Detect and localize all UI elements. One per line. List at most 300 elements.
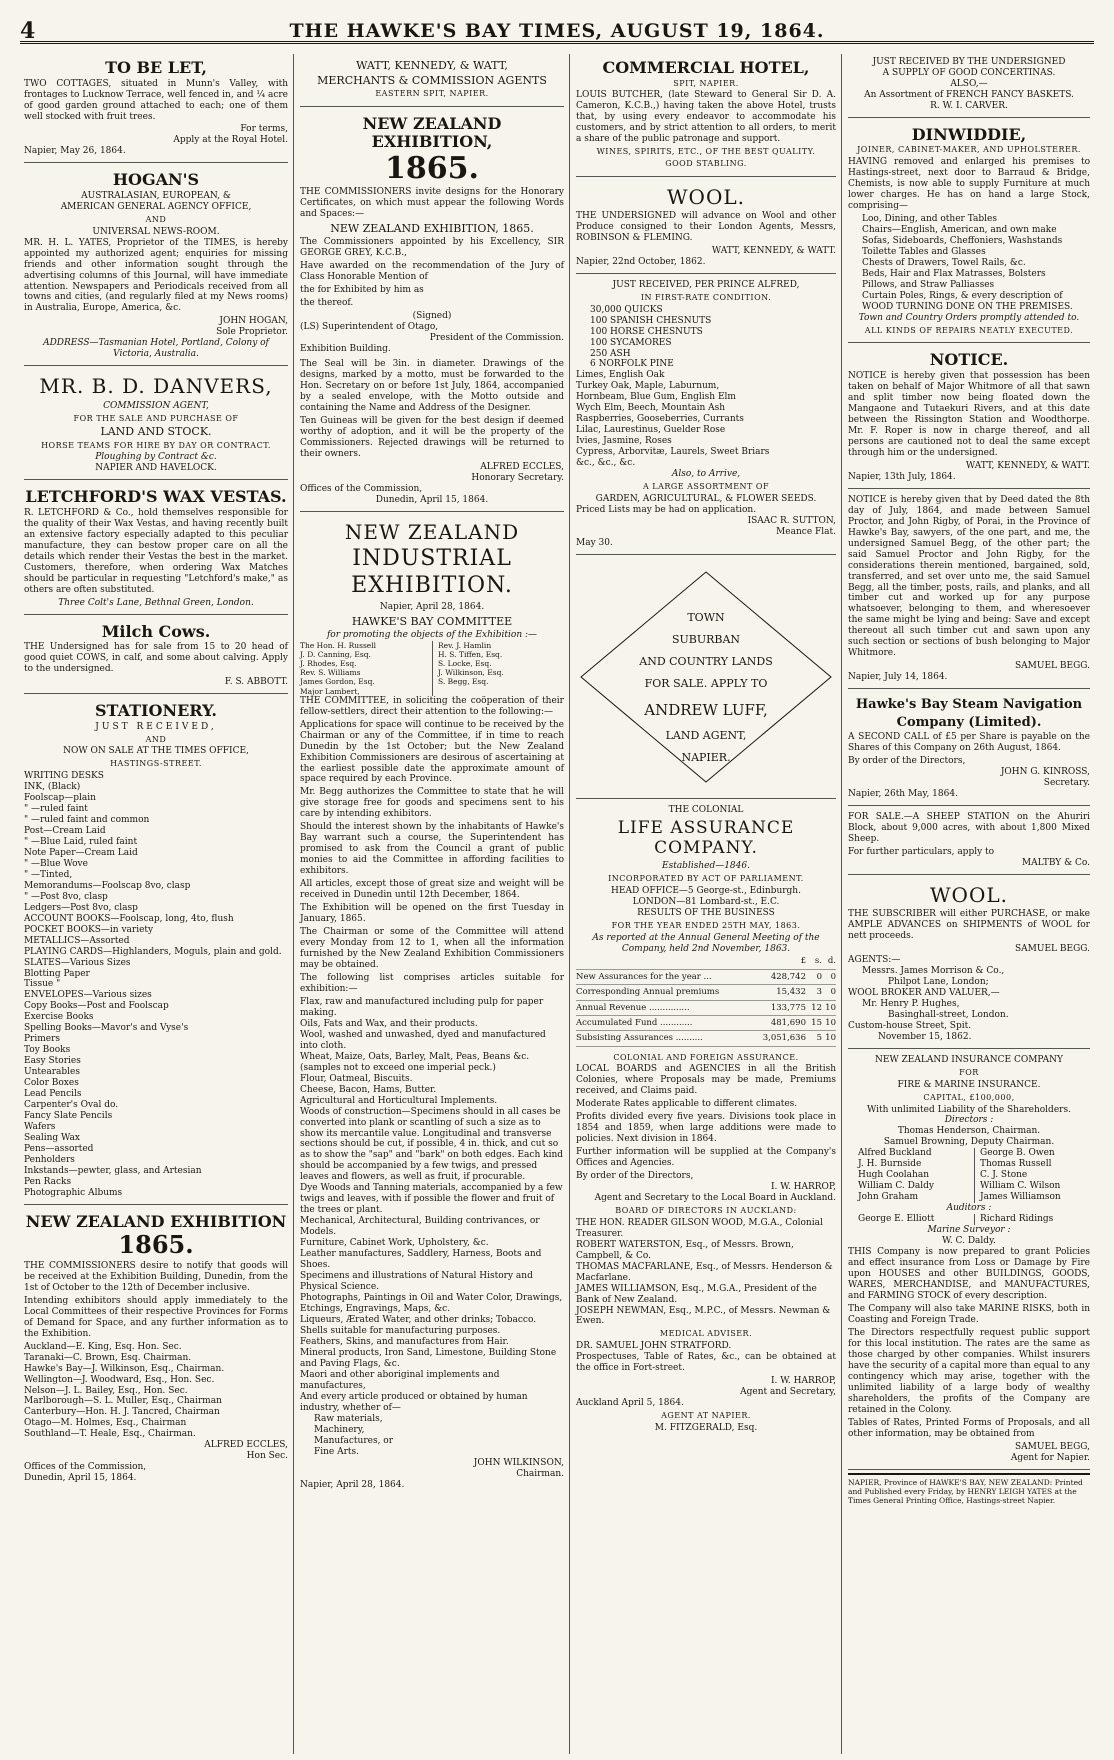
diamond-frame — [576, 567, 836, 787]
ad-text: GARDEN, AGRICULTURAL, & FLOWER SEEDS. — [595, 493, 817, 504]
list-item: Sealing Wax — [24, 1133, 80, 1144]
ad-signature: F. S. ABBOTT. — [224, 677, 288, 688]
ad-text: Town and Country Orders promptly attended to. — [858, 312, 1080, 323]
ad-signature: JOHN WILKINSON, — [473, 1457, 564, 1468]
ad-body: Applications for space will continue to be received by the Chairman or any of the Committee, if in time to reach Dunedin by the 1st October; but the New Zealand Exhibition Commissioners are desirous of ascertaining at the earliest possible date the approximate amount of space required by each Province. — [300, 719, 564, 785]
ad-body: NOTICE is hereby given that by Deed dated the 8th day of July, 1864, and made between Samuel Proctor, and John Rigby, of Porai, in the Province of Hawke's Bay, sawyers, of the one part, and me, the undersigned Samuel Begg, of the other part; the said Samuel Proctor and John Rigby, for the considerations therein mentioned, bargained, sold, transferred, and set over unto me, the said Samuel Begg, all the timber, posts, rails, and planks, and all timber cut and worked up for any purpose whatsoever, belonging to them, and wheresoever the same might be lying and being: Save and except thereout all such timber cut and sawn upon any such section or sections of bush belonging to Major Whitmore. — [848, 494, 1090, 659]
column-rule — [293, 54, 294, 1754]
ad-signature: JOHN G. KINROSS, — [1000, 767, 1090, 778]
table-cell: 0 — [806, 969, 822, 984]
ad-body: The Company will also take MARINE RISKS, both in Coasting and Foreign Trade. — [848, 1303, 1090, 1325]
ad-text: Custom-house Street, Spit. — [848, 1021, 972, 1032]
ad-heading: WOOL. — [930, 883, 1008, 908]
table-cell: 12 — [806, 1000, 822, 1015]
ad-heading: LETCHFORD'S WAX VESTAS. — [25, 487, 287, 507]
list-item: " —Tinted, — [24, 869, 73, 880]
list-item: Ivies, Jasmine, Roses — [576, 436, 672, 447]
director-name: John Graham — [858, 1192, 919, 1203]
list-item: Pillows, and Straw Palliasses — [862, 279, 995, 290]
ad-hogans — [24, 166, 288, 366]
furniture-list — [848, 214, 1090, 313]
ad-subheading: RESULTS OF THE BUSINESS — [637, 907, 775, 918]
ad-subheading: UNIVERSAL NEWS-ROOM. — [92, 226, 220, 237]
list-item: Ledgers—Post 8vo, clasp — [24, 902, 138, 913]
stationery-list — [24, 771, 288, 1199]
certificate-text: Exhibition Building. — [300, 344, 391, 355]
certificate-text: the for Exhibited by him as — [300, 285, 424, 296]
ad-subheading: MERCHANTS & COMMISSION AGENTS — [317, 74, 547, 88]
ad-heading: NEW ZEALAND EXHIBITION — [25, 1211, 287, 1231]
list-item: Hawke's Bay—J. Wilkinson, Esq., Chairman. — [24, 1363, 225, 1374]
ad-date: Dunedin, April 15, 1864. — [375, 494, 489, 505]
list-item: Dye Woods and Tanning materials, accompanied by a few twigs and leaves, with if possible the flower and fruit of the trees or plant. — [300, 1183, 563, 1216]
ad-body: NOTICE is hereby given that possession has been taken on behalf of Major Whitmore of all that sawn and split timber now being floated down the Mangaone and Tutaekuri Rivers, and at this date between the Rissington Station and Woodthorpe. Mr. F. Roper is now in charge thereof, and all persons are cautioned not to deal the same except through him or the undersigned. — [848, 371, 1090, 458]
ad-body: The Chairman or some of the Committee will attend every Monday from 12 to 1, when all the information furnished by the New Zealand Exhibition Commissioners may be obtained. — [300, 927, 564, 970]
ad-signature: I. W. HARROP, — [770, 1182, 836, 1193]
ad-subheading: AND — [145, 734, 167, 744]
auditor-name: George E. Elliott — [858, 1214, 935, 1225]
list-item: Nelson—J. L. Bailey, Esq., Hon. Sec. — [24, 1385, 188, 1396]
ad-text: Thomas Henderson, Chairman. — [897, 1126, 1041, 1137]
ad-heading: MR. B. D. DANVERS, — [39, 374, 273, 399]
ad-date: Napier, April 28, 1864. — [300, 1479, 405, 1490]
ad-date: Napier, July 14, 1864. — [848, 672, 948, 683]
directors-list — [576, 1218, 836, 1328]
ad-date: Napier, 22nd October, 1862. — [576, 256, 706, 267]
ad-text: Offices of the Commission, — [300, 483, 423, 494]
director-name: William C. Daldy — [858, 1181, 934, 1192]
ad-subheading: COLONIAL AND FOREIGN ASSURANCE. — [613, 1052, 799, 1062]
list-item: Exercise Books — [24, 1012, 94, 1023]
member-name: J. D. Canning, Esq. — [300, 650, 371, 659]
ad-text: Mr. Henry P. Hughes, — [862, 999, 960, 1010]
ad-heading: WOOL. — [667, 184, 745, 209]
ad-text: Also, to Arrive, — [671, 469, 741, 480]
director-name: Thomas Russell — [980, 1159, 1052, 1170]
ad-subheading: AGENT AT NAPIER. — [661, 1411, 751, 1421]
ad-subheading: Established—1846. — [662, 861, 750, 872]
list-item: Photographs, Paintings in Oil and Water Color, Drawings, Etchings, Engravings, Maps, &c. — [300, 1293, 563, 1315]
ad-subheading: FOR THE SALE AND PURCHASE OF — [73, 413, 239, 423]
certificate-text: the thereof. — [300, 298, 354, 309]
list-item: &c., &c., &c. — [576, 458, 636, 469]
ad-body: Should the interest shown by the inhabitants of Hawke's Bay warrant such a course, the Superintendent has promised to ask from the Council a grant of public monies to aid the Committee in affording facilities to exhibitors. — [300, 822, 564, 877]
ad-body: Mr. Begg authorizes the Committee to state that he will give storage free for goods and specimens sent to his care by intending exhibitors. — [300, 787, 564, 820]
ad-heading: JUST RECEIVED BY THE UNDERSIGNED — [872, 57, 1066, 67]
ad-text: Agent and Secretary to the Local Board in Auckland. — [594, 1193, 836, 1204]
ad-heading: NEW ZEALAND INSURANCE COMPANY — [875, 1055, 1063, 1066]
ad-nz-insurance — [848, 1052, 1090, 1469]
list-item: " —ruled faint — [24, 803, 88, 814]
ad-text: Agent for Napier. — [1010, 1452, 1090, 1463]
list-item: Turkey Oak, Maple, Laburnum, — [576, 381, 720, 392]
column-2 — [296, 54, 568, 1754]
director-name: J. H. Burnside — [858, 1159, 922, 1170]
certificate-title: NEW ZEALAND EXHIBITION, 1865. — [330, 222, 534, 236]
ad-subheading: EASTERN SPIT, NAPIER. — [375, 89, 489, 99]
ad-year: 1865. — [118, 1230, 194, 1260]
list-item: Wheat, Maize, Oats, Barley, Malt, Peas, Beans &c. (samples not to exceed one imperial peck.) — [300, 1051, 530, 1073]
ad-body: THE UNDERSIGNED will advance on Wool and other Produce consigned to their London Agents, Messrs, ROBINSON & FLEMING. — [576, 211, 836, 244]
table-row — [576, 1000, 836, 1015]
ad-subheading: BOARD OF DIRECTORS IN AUCKLAND: — [615, 1206, 797, 1216]
table-cell: 10 — [822, 1015, 836, 1030]
ad-letchford — [24, 483, 288, 614]
ad-subheading: Napier, April 28, 1864. — [379, 601, 485, 612]
ad-text: Honorary Secretary. — [471, 472, 564, 483]
directors-right — [974, 1148, 1090, 1203]
ad-date: Auckland April 5, 1864. — [576, 1398, 684, 1409]
ad-text: Priced Lists may be had on application. — [576, 504, 757, 515]
ad-body: R. LETCHFORD & Co., hold themselves responsible for the quality of their Wax Vestas, and having recently built an extensive factory especially adapted to this peculiar manufacture, they can bestow proper care on all the details which render their Vestas the best in the market. Customers, therefore, when ordering Wax Matches should be particular in requesting "Letchford's make," as others are often substituted. — [24, 507, 288, 595]
ad-subheading: JOINER, CABINET-MAKER, AND UPHOLSTERER. — [857, 145, 1081, 155]
ad-text: Chairman. — [516, 1468, 564, 1479]
articles-list — [300, 997, 564, 1414]
ad-year: 1865. — [385, 151, 479, 187]
ad-text: AND COUNTRY LANDS — [639, 654, 773, 668]
ad-text: For terms, — [240, 124, 288, 135]
list-item: Flax, raw and manufactured including pulp for paper making. — [300, 996, 544, 1018]
ad-text: ALL KINDS OF REPAIRS NEATLY EXECUTED. — [864, 325, 1074, 335]
ad-text: With unlimited Liability of the Shareholders. — [867, 1104, 1071, 1115]
list-item: Woods of construction—Specimens should in all cases be converted into plank or scantling of such a size as to show its mercantile value. Longitudinal and transverse sections should be cut, if possible, 4 in. thick, and cut so as to show the "sap" and "bark" on both edges. Each kind should be accompanied by a few twigs, and pressed leaves and flowers, as well as fruit, if procurable. — [300, 1106, 563, 1183]
ad-dinwiddie — [848, 121, 1090, 344]
table-cell: 5 — [806, 1031, 822, 1046]
ad-date: Napier, 26th May, 1864. — [848, 789, 958, 800]
ad-text: A LARGE ASSORTMENT OF — [642, 482, 770, 492]
list-item: Pens—assorted — [24, 1144, 94, 1155]
ad-body: THE COMMISSIONERS desire to notify that goods will be received at the Exhibition Building, Dunedin, from the 1st of October to the 12th of December inclusive. — [24, 1260, 288, 1293]
table-cell: Annual Revenue ............... — [576, 1000, 746, 1015]
ad-text: HEAD OFFICE—5 George-st., Edinburgh. — [611, 885, 801, 896]
member-name: S. Begg, Esq. — [438, 677, 489, 687]
ad-signature: R. W. I. CARVER. — [930, 100, 1008, 111]
ad-text: For further particulars, apply to — [848, 847, 995, 858]
ad-signature: WATT, KENNEDY, & WATT. — [965, 460, 1090, 471]
list-item: Post—Cream Laid — [24, 825, 106, 836]
ad-signature: ALFRED ECCLES, — [480, 461, 564, 472]
ad-body: HAVING removed and enlarged his premises to Hastings-street, next door to Barraud & Bridge, Chemists, is now able to supply Furniture at much lower charges. He has on hand a large Stock, comprising— — [848, 157, 1090, 212]
column-4 — [844, 54, 1094, 1754]
ad-sutton-plants — [576, 277, 836, 555]
list-item: Auckland—E. King, Esq. Hon. Sec. — [24, 1341, 182, 1352]
column-rule — [841, 54, 842, 1754]
ad-signature: ALFRED ECCLES, — [204, 1440, 288, 1451]
ad-body: The Directors respectfully request public support for this local institution. The rates are the same as those charged by other companies. Whilst insurers have the security of a capital more than equal to any contingency which may arise, together with the unlimited liability of a large body of wealthy shareholders, the profits of the Company are retained in the Colony. — [848, 1327, 1090, 1415]
list-item: Oils, Fats and Wax, and their products. — [300, 1018, 478, 1029]
ad-subheading: FOR — [959, 1068, 979, 1078]
ad-text: WOOL BROKER AND VALUER,— — [848, 988, 1000, 999]
members-right — [432, 641, 564, 696]
list-item: 100 SPANISH CHESNUTS — [590, 315, 712, 326]
ad-text: Ploughing by Contract &c. — [95, 452, 217, 463]
ad-heading: Milch Cows. — [101, 621, 211, 641]
list-item: Raw materials, — [314, 1413, 383, 1424]
ad-signature: SAMUEL BEGG, — [1015, 1441, 1090, 1452]
ad-body: TWO COTTAGES, situated in Munn's Valley, with frontages to Lucknow Terrace, well fenced in, and ¼ acre of good garden ground attached to each; one of them well stocked with fruit trees. — [24, 78, 288, 122]
list-item: Furniture, Cabinet Work, Upholstery, &c. — [300, 1238, 489, 1249]
ad-text: HORSE TEAMS FOR HIRE BY DAY OR CONTRACT. — [41, 440, 271, 450]
list-item: Marlborough—S. L. Muller, Esq., Chairman — [24, 1396, 222, 1407]
list-item: Note Paper—Cream Laid — [24, 847, 138, 858]
list-item: Tissue " — [24, 979, 61, 990]
ad-text: NAPIER AND HAVELOCK. — [95, 463, 217, 474]
ad-date: May 30. — [576, 537, 613, 548]
ad-body: A SUPPLY OF GOOD CONCERTINAS. — [882, 67, 1056, 78]
list-item: Toy Books — [24, 1045, 71, 1056]
kinds-list — [300, 1414, 564, 1458]
list-item: Copy Books—Post and Foolscap — [24, 1001, 169, 1012]
ad-text: ALSO,— — [950, 78, 988, 89]
list-item: Liqueurs, Ærated Water, and other drinks; Tobacco. — [300, 1314, 537, 1325]
table-cell: 10 — [822, 1000, 836, 1015]
member-name: Rev. J. Hamlin — [438, 640, 492, 650]
ad-commercial-hotel — [576, 54, 836, 177]
director-name: George B. Owen — [980, 1148, 1055, 1159]
table-cell: 3,051,636 — [746, 1031, 806, 1046]
ad-text: Messrs. James Morrison & Co., — [862, 966, 1005, 977]
ad-signature: SAMUEL BEGG. — [1015, 944, 1090, 955]
member-name: Rev. S. Williams — [300, 668, 361, 678]
list-item: Taranaki—C. Brown, Esq. Chairman. — [24, 1352, 192, 1363]
list-item: 250 ASH — [590, 348, 631, 359]
list-item: Beds, Hair and Flax Matrasses, Bolsters — [862, 268, 1046, 279]
ad-wool-advance — [576, 180, 836, 274]
ad-text: SUBURBAN — [671, 632, 741, 646]
ad-signature: MALTBY & Co. — [1021, 858, 1090, 869]
ad-heading: NOTICE. — [929, 350, 1009, 370]
ad-body: The Seal will be 3in. in diameter. Drawings of the designs, marked by a motto, must be forwarded to the Hon. Secretary on or before 1st July, 1864, accompanied by a sealed envelope, with the Motto outside and containing the Name and Address of the Designer. — [300, 359, 564, 413]
ad-text: Basinghall-street, London. — [888, 1010, 1009, 1021]
ad-notice-begg — [848, 492, 1090, 689]
ad-heading: Hawke's Bay Steam Navigation — [855, 697, 1083, 713]
table-cell: Corresponding Annual premiums — [576, 985, 746, 1000]
list-item: 30,000 QUICKS — [590, 304, 663, 315]
list-item: Blotting Paper — [24, 968, 90, 979]
ad-subheading: MEDICAL ADVISER. — [659, 1329, 753, 1339]
ad-text: WINES, SPIRITS, ETC., OF THE BEST QUALITY. — [596, 147, 816, 157]
stock-list — [576, 305, 836, 371]
ad-concertinas — [848, 54, 1090, 118]
ad-text: Secretary. — [1043, 778, 1090, 789]
ad-body: LOUIS BUTCHER, (late Steward to General Sir D. A. Cameron, K.C.B.,) having taken the above Hotel, trusts that, by using every endeavor to accommodate his customers, and by strict attention to all orders, to merit a share of the public patronage and support. — [576, 90, 836, 145]
directors-left — [848, 1148, 968, 1203]
list-item: Foolscap—plain — [24, 793, 96, 804]
ad-notice-whitmore — [848, 346, 1090, 488]
list-item: Spelling Books—Mavor's and Vyse's — [24, 1023, 189, 1034]
ad-address: Three Colt's Lane, Bethnal Green, London. — [58, 597, 254, 608]
ad-subheading: Auditors : — [946, 1203, 992, 1214]
ad-body: Prospectuses, Table of Rates, &c., can be obtained at the office in Fort-street. — [576, 1352, 836, 1374]
list-item: 6 NORFOLK PINE — [590, 359, 674, 370]
ad-date: Dunedin, April 15, 1864. — [24, 1473, 137, 1484]
ad-body: The following list comprises articles suitable for exhibition:— — [300, 972, 564, 994]
ad-address: ADDRESS—Tasmanian Hotel, Portland, Colony of Victoria, Australia. — [43, 338, 269, 360]
ad-signature: WATT, KENNEDY, & WATT. — [711, 245, 836, 256]
list-item: INK, (Black) — [24, 782, 81, 793]
list-item: Wafers — [24, 1122, 56, 1133]
table-cell: 10 — [822, 1031, 836, 1046]
ad-subheading: IN FIRST-RATE CONDITION. — [640, 292, 772, 302]
ad-text: Meance Flat. — [776, 526, 836, 537]
ad-stationery — [24, 697, 288, 1205]
list-item: Otago—M. Holmes, Esq., Chairman — [24, 1418, 187, 1429]
ad-heading: DINWIDDIE, — [911, 124, 1027, 144]
list-item: Wellington—J. Woodward, Esq., Hon. Sec. — [24, 1374, 215, 1385]
ad-subheading: Marine Surveyor : — [927, 1225, 1011, 1236]
directors-columns — [848, 1148, 1090, 1203]
ad-danvers — [24, 369, 288, 480]
list-item: Flour, Oatmeal, Biscuits. — [300, 1073, 413, 1084]
certificate-text: (Signed) — [412, 311, 452, 322]
member-name: The Hon. H. Russell — [300, 640, 377, 650]
list-item: PLAYING CARDS—Highlanders, Moguls, plain and gold. — [24, 946, 282, 957]
list-item: Memorandums—Foolscap 8vo, clasp — [24, 880, 191, 891]
list-item: JOSEPH NEWMAN, Esq., M.P.C., of Messrs. Newman & Ewen. — [576, 1305, 831, 1327]
list-item: ENVELOPES—Various sizes — [24, 990, 152, 1001]
ad-body: THE COMMISSIONERS invite designs for the Honorary Certificates, on which must appear the following Words and Spaces:— — [300, 187, 564, 220]
ad-wool-purchase — [848, 878, 1090, 1049]
column-1 — [20, 54, 292, 1754]
ad-text: M. FITZGERALD, Esq. — [654, 1422, 758, 1433]
member-name: J. Wilkinson, Esq. — [438, 668, 504, 678]
table-row — [576, 985, 836, 1000]
column-3 — [572, 54, 840, 1754]
list-item: Limes, English Oak — [576, 370, 665, 381]
list-item: " —Blue Laid, ruled faint — [24, 836, 138, 847]
list-item: " —Blue Wove — [24, 858, 88, 869]
ad-body: All articles, except those of great size and weight will be received in Dunedin until 12th December, 1864. — [300, 879, 564, 901]
ad-steam-navigation — [848, 692, 1090, 806]
ad-subheading: AMERICAN GENERAL AGENCY OFFICE, — [60, 201, 252, 212]
list-item: WOOD TURNING DONE ON THE PREMISES. — [862, 301, 1073, 312]
list-item: 100 HORSE CHESNUTS — [590, 326, 703, 337]
list-item: Cypress, Arborvitæ, Laurels, Sweet Briars — [576, 447, 770, 458]
list-item: Penholders — [24, 1154, 75, 1165]
table-header-cell: £ — [746, 954, 806, 969]
ad-text: Samuel Browning, Deputy Chairman. — [883, 1137, 1055, 1148]
printer-imprint: NAPIER, Province of HAWKE'S BAY, NEW ZEALAND: Printed and Published every Friday, by HENRY LEIGH YATES at the Times General Printing Office, Hastings-street Napier. — [848, 1473, 1090, 1505]
certificate-text: Have awarded on the recommendation of the Jury of Class Honorable Mention of — [300, 261, 564, 283]
table-cell: 3 — [806, 985, 822, 1000]
ad-heading: WATT, KENNEDY, & WATT, — [356, 59, 508, 72]
table-cell: 428,742 — [746, 969, 806, 984]
director-name: William C. Wilson — [980, 1181, 1061, 1192]
ad-subheading: NOW ON SALE AT THE TIMES OFFICE, — [63, 746, 249, 757]
list-item: Canterbury—Hon. H. J. Tancred, Chairman — [24, 1407, 220, 1418]
newspaper-title: THE HAWKE'S BAY TIMES, AUGUST 19, 1864. — [289, 20, 825, 42]
ad-date: Napier, 13th July, 1864. — [848, 471, 956, 482]
table-cell: 133,775 — [746, 1000, 806, 1015]
ad-body: THE COMMITTEE, in soliciting the coöperation of their fellow-settlers, direct their attention to the following:— — [300, 695, 564, 717]
ad-sheep-station — [848, 809, 1090, 875]
ad-body: THIS Company is now prepared to grant Policies and effect insurance from Loss or Damage by Fire upon HOUSES and other BUILDINGS, GOODS, WARES, MERCHANDISE, and MANUFACTURES, and FARMING STOCK of every description. — [848, 1247, 1090, 1301]
ad-text: Apply at the Royal Hotel. — [173, 135, 288, 146]
table-header — [576, 954, 836, 969]
list-item: Color Boxes — [24, 1078, 79, 1089]
member-name: James Gordon, Esq. — [300, 677, 375, 687]
list-item: THOMAS MACFARLANE, Esq., of Messrs. Henderson & Macfarlane. — [576, 1261, 833, 1283]
ad-signature: JOHN HOGAN, — [219, 316, 288, 327]
list-item: Agricultural and Horticultural Implements. — [300, 1095, 498, 1106]
ad-subheading: LAND AND STOCK. — [100, 425, 212, 439]
table-header-cell: d. — [822, 954, 836, 969]
list-item: Primers — [24, 1034, 61, 1045]
ad-body: MR. H. L. YATES, Proprietor of the TIMES, is hereby appointed my authorized agent; enquiries for missing friends and other information sought through the advertising columns of this Journal, will have immediate attention. Newspapers and Periodicals received from all towns and cities, (and regularly filed at my News rooms) in Australia, Europe, America, &c. — [24, 237, 288, 314]
ad-heading: NEW ZEALAND EXHIBITION, — [362, 114, 502, 151]
ad-text: AGENTS:— — [848, 955, 901, 966]
list-item: And every article produced or obtained by human industry, whether of— — [300, 1391, 528, 1413]
ad-text: NAPIER. — [681, 750, 731, 764]
table-row — [576, 1031, 836, 1046]
list-item: Manufactures, or — [314, 1435, 394, 1446]
ad-text: By order of the Directors, — [848, 756, 966, 767]
certificate-text: (LS) Superintendent of Otago, — [300, 322, 439, 333]
committee-members — [300, 641, 564, 696]
list-item: Raspberries, Gooseberries, Currants — [576, 414, 744, 425]
ad-body: LOCAL BOARDS and AGENCIES in all the British Colonies, where Proposals may be made, Premiums received, and Claims paid. — [576, 1064, 836, 1097]
list-item: Toilette Tables and Glasses — [862, 246, 986, 257]
member-name: Major Lambert, — [300, 686, 360, 696]
list-item: METALLICS—Assorted — [24, 935, 130, 946]
ad-subheading: AUSTRALASIAN, EUROPEAN, & — [81, 190, 231, 201]
list-item: Curtain Poles, Rings, & every description of — [862, 290, 1063, 301]
members-left — [300, 641, 426, 696]
table-cell: 0 — [822, 985, 836, 1000]
ad-text: Philpot Lane, London; — [888, 977, 989, 988]
director-name: C. J. Stone — [980, 1170, 1028, 1181]
table-header-cell: s. — [806, 954, 822, 969]
director-name: James Williamson — [980, 1192, 1061, 1203]
ad-text: As reported at the Annual General Meeting of the Company, held 2nd November, 1863. — [592, 932, 820, 954]
ad-heading: STATIONERY. — [94, 701, 217, 721]
ad-body: Ten Guineas will be given for the best design if deemed worthy of adoption, and it will be the property of the Commissioners. Rejected drawings will be returned to their owners. — [300, 415, 564, 459]
ad-subheading: HAWKE'S BAY COMMITTEE — [351, 614, 513, 628]
ad-heading: ANDREW LUFF, — [644, 700, 768, 719]
ad-heading: HOGAN'S — [112, 170, 200, 190]
committee-list — [24, 1342, 288, 1441]
ad-milch-cows — [24, 618, 288, 694]
certificate-text: The Commissioners appointed by his Excellency, SIR GEORGE GREY, K.C.B., — [300, 237, 564, 259]
list-item: Easy Stories — [24, 1056, 81, 1067]
list-item: Sofas, Sideboards, Cheffoniers, Washstands — [862, 235, 1063, 246]
table-row — [576, 969, 836, 984]
auditors-columns — [848, 1214, 1090, 1225]
ad-text: W. C. Daldy. — [942, 1236, 996, 1247]
ad-text: By order of the Directors, — [576, 1171, 694, 1182]
list-item: Untearables — [24, 1067, 80, 1078]
member-name: J. Rhodes, Esq. — [300, 659, 357, 669]
ad-text: Offices of the Commission, — [24, 1462, 147, 1473]
ad-subheading: Directors : — [944, 1115, 994, 1126]
ad-body: THE SUBSCRIBER will either PURCHASE, or make AMPLE ADVANCES on SHIPMENTS of WOOL for nett proceeds. — [848, 909, 1090, 942]
ad-subheading: JUST RECEIVED, — [95, 721, 217, 732]
list-item: " —Post 8vo, clasp — [24, 891, 108, 902]
ad-text: LAND AGENT, — [665, 728, 747, 742]
plants-list — [576, 370, 836, 469]
table-cell: Subsisting Assurances .......... — [576, 1031, 746, 1046]
list-item: Fancy Slate Pencils — [24, 1111, 113, 1122]
ad-andrew-luff — [576, 558, 836, 799]
list-item: POCKET BOOKS—in variety — [24, 924, 154, 935]
table-cell: 15 — [806, 1015, 822, 1030]
list-item: Inkstands—pewter, glass, and Artesian — [24, 1165, 202, 1176]
ad-heading: LIFE ASSURANCE COMPANY. — [617, 817, 795, 859]
ad-body: The Exhibition will be opened on the first Tuesday in January, 1865. — [300, 903, 564, 925]
list-item: THE HON. READER GILSON WOOD, M.G.A., Colonial Treasurer. — [576, 1217, 823, 1239]
ad-signature: ISAAC R. SUTTON, — [747, 515, 836, 526]
ad-colonial-life — [576, 802, 836, 1439]
